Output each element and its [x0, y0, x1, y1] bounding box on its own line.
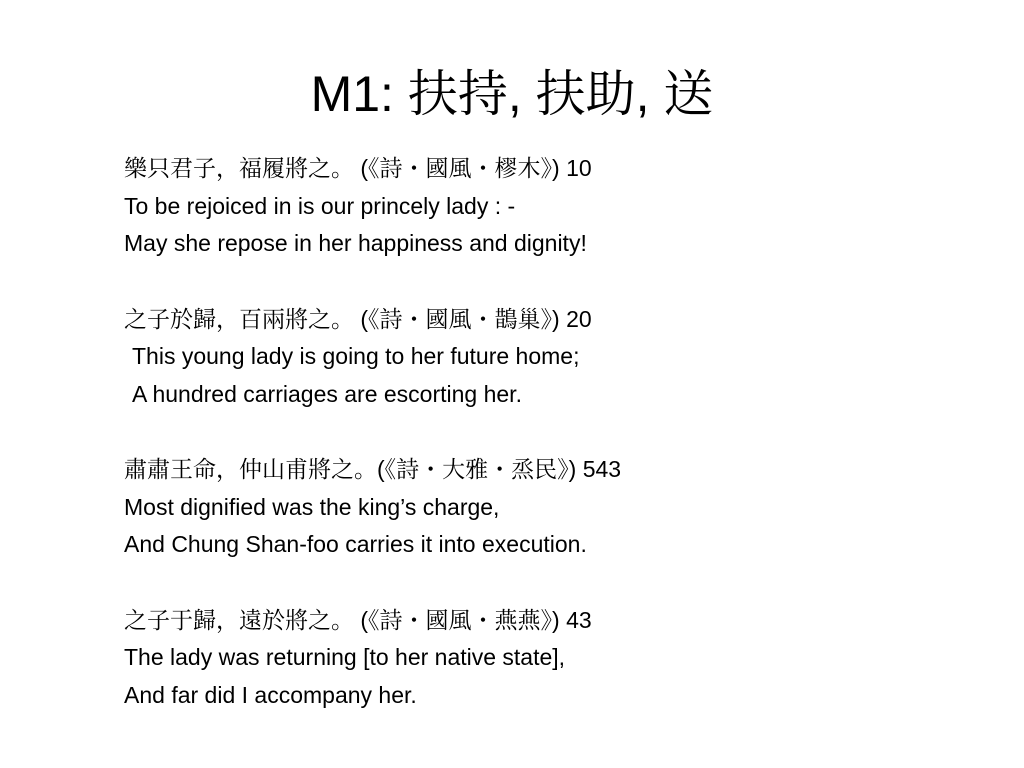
stanza-3: [124, 451, 984, 564]
slide-body: [124, 150, 984, 714]
stanza-1: [124, 150, 984, 263]
english-translation-line: The lady was returning [to her native state],: [124, 644, 566, 670]
chinese-quote: 之子於歸，百兩將之。 (《詩・國風・鵲巢》) 20: [124, 305, 592, 332]
stanza-2: [124, 301, 984, 414]
chinese-quote: 肅肅王命，仲山甫將之。(《詩・大雅・烝民》) 543: [124, 456, 622, 482]
english-translation-line: This young lady is going to her future home;: [132, 343, 580, 369]
english-translation-line: To be rejoiced in is our princely lady : -: [124, 192, 516, 219]
english-translation-line: And far did I accompany her.: [124, 681, 417, 708]
chinese-quote: 樂只君子，福履將之。 (《詩・國風・樛木》) 10: [124, 155, 592, 181]
chinese-quote: 之子于歸，遠於將之。 (《詩・國風・燕燕》) 43: [124, 606, 592, 633]
slide-title: M1: 扶持, 扶助, 送: [310, 66, 714, 122]
english-translation-line: May she repose in her happiness and dignity!: [124, 230, 587, 256]
english-translation-line: Most dignified was the king’s charge,: [124, 493, 500, 520]
stanza-4: [124, 602, 984, 715]
english-translation-line: A hundred carriages are escorting her.: [132, 380, 522, 407]
english-translation-line: And Chung Shan-foo carries it into execution.: [124, 531, 587, 557]
